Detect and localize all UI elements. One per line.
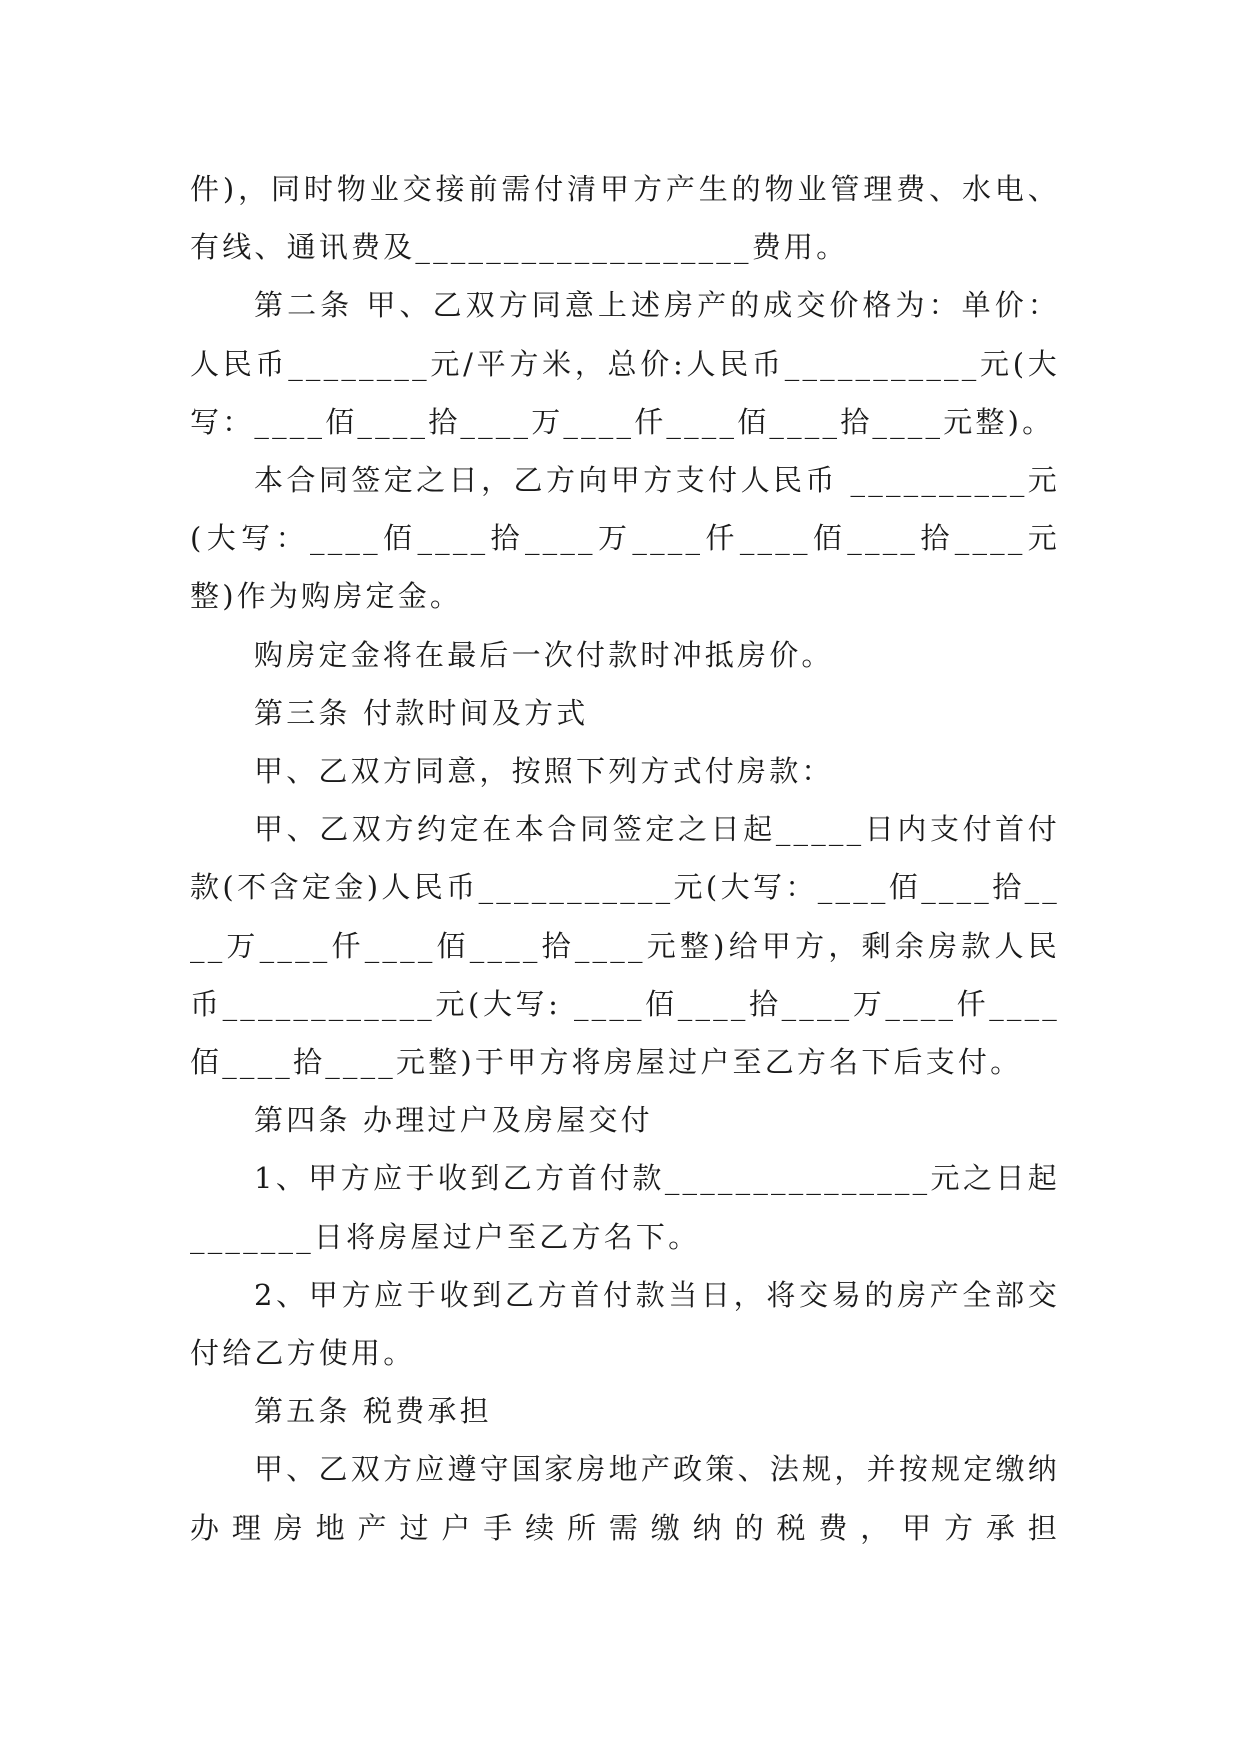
heading-article-3: 第三条 付款时间及方式	[254, 695, 589, 730]
paragraph-deposit: 本合同签定之日，乙方向甲方支付人民币 __________元(大写：____佰____拾____万____仟____佰____拾____元整)作为购房定金。	[190, 463, 1060, 614]
heading-article-4: 第四条 办理过户及房屋交付	[254, 1103, 653, 1138]
paragraph-taxes: 甲、乙双方应遵守国家房地产政策、法规，并按规定缴纳办理房地产过户手续所需缴纳的税费，甲方承担	[190, 1452, 1060, 1545]
paragraph-payment-agreement: 甲、乙双方同意，按照下列方式付房款：	[254, 754, 834, 789]
paragraph-transfer-2: 2、甲方应于收到乙方首付款当日，将交易的房产全部交付给乙方使用。	[190, 1277, 1060, 1371]
contract-body	[190, 160, 1060, 1557]
paragraph-article-2-price: 第二条 甲、乙双方同意上述房产的成交价格为：单价：人民币________元/平方米，总价:人民币___________元(大写：____佰____拾____万____仟____佰____拾____元整)。	[190, 288, 1060, 439]
paragraph-payment-terms: 甲、乙双方约定在本合同签定之日起_____日内支付首付款(不含定金)人民币___________元(大写：____佰____拾____万____仟____佰____拾____元整)给甲方，剩余房款人民币____________元(大写: ____佰____拾____万____仟____佰____拾____元整)于甲方将房屋过户至乙方名下后支付。	[190, 812, 1060, 1080]
paragraph-transfer-1: 1、甲方应于收到乙方首付款_______________元之日起_______日将房屋过户至乙方名下。	[190, 1161, 1060, 1254]
paragraph-deposit-offset: 购房定金将在最后一次付款时冲抵房价。	[254, 637, 834, 672]
heading-article-5: 第五条 税费承担	[254, 1394, 492, 1429]
paragraph-property-fees: 件)，同时物业交接前需付清甲方产生的物业管理费、水电、有线、通讯费及___________________费用。	[190, 172, 1060, 265]
